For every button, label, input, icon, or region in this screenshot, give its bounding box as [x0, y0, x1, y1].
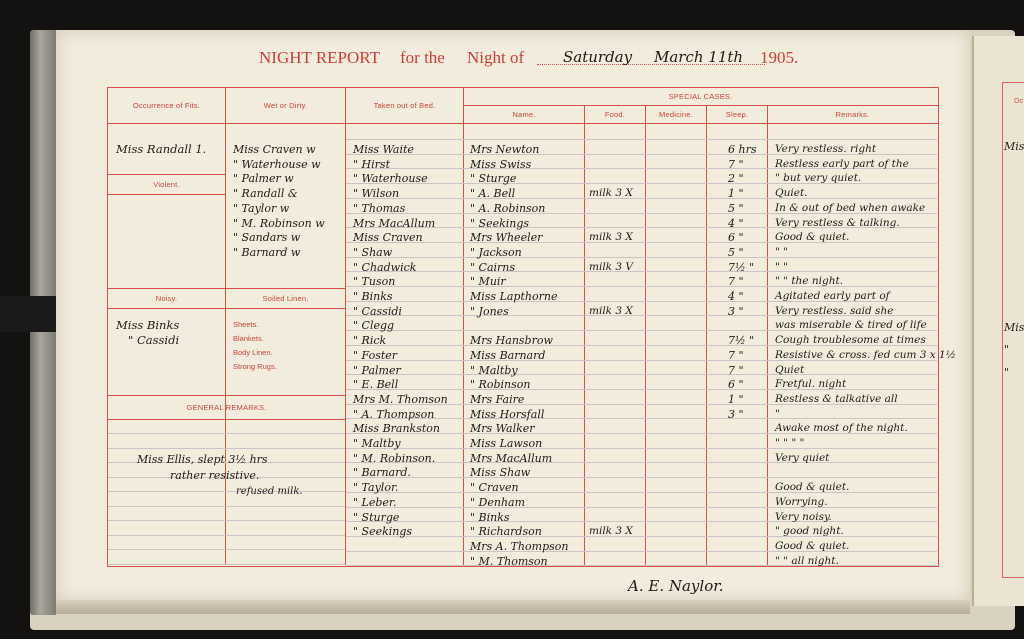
- noisy-entry: " Cassidi: [128, 333, 180, 347]
- remark-entry: Quiet.: [775, 187, 808, 200]
- taken-entry: " Rick: [353, 334, 387, 348]
- title-night-report: NIGHT REPORT: [259, 48, 380, 67]
- sleep-entry: 2 ": [728, 172, 744, 186]
- remark-entry: Very restless. said she: [775, 304, 894, 317]
- book-strap: [0, 296, 62, 332]
- special-name: " Robinson: [470, 378, 531, 392]
- special-name: Mrs Wheeler: [470, 231, 543, 245]
- wet-entry: " Barnard w: [233, 245, 301, 259]
- remark-entry: " good night.: [775, 525, 844, 538]
- header-violent: Violent.: [153, 180, 180, 189]
- taken-entry: Miss Craven: [353, 231, 423, 245]
- sleep-entry: 6 ": [728, 378, 744, 392]
- soiled-body-linen: Body Linen.: [233, 348, 273, 357]
- right-page-text: Mis: [1004, 321, 1024, 334]
- sleep-entry: 4 ": [728, 216, 744, 230]
- taken-entry: Miss Waite: [353, 143, 414, 156]
- food-entry: milk 3 X: [589, 231, 633, 244]
- taken-entry: " Taylor.: [353, 481, 399, 495]
- remark-entry: " " the night.: [775, 275, 844, 288]
- taken-entry: " A. Thompson: [353, 407, 435, 421]
- sleep-entry: 7 ": [728, 157, 744, 171]
- special-name: " Maltby: [470, 363, 518, 377]
- taken-entry: " Chadwick: [353, 260, 417, 274]
- special-name: " Jones: [470, 304, 509, 318]
- special-name: " Craven: [470, 481, 519, 495]
- taken-entry: " Hirst: [353, 157, 390, 171]
- food-entry: milk 3 V: [589, 260, 633, 273]
- special-name: Miss Barnard: [470, 348, 546, 362]
- special-name: " Jackson: [470, 245, 522, 259]
- soiled-blankets: Blankets.: [233, 334, 264, 343]
- noisy-entry: Miss Binks: [116, 318, 180, 332]
- sleep-entry: 7½ ": [728, 260, 755, 274]
- header-name: Name.: [512, 110, 536, 119]
- sleep-entry: 5 ": [728, 245, 744, 259]
- remark-entry: Cough troublesome at times: [775, 334, 926, 347]
- special-name: " Denham: [470, 495, 526, 509]
- food-entry: milk 3 X: [589, 304, 633, 317]
- fits-entry: Miss Randall 1.: [116, 142, 207, 156]
- wet-entry: " Sandars w: [233, 231, 301, 245]
- taken-entry: " Cassidi: [353, 304, 402, 318]
- special-name: " A. Bell: [470, 187, 516, 201]
- remark-entry: Good & quiet.: [775, 481, 850, 494]
- taken-entry: " Seekings: [353, 525, 413, 539]
- special-name: " M. Thomson: [470, 554, 548, 568]
- header-special: SPECIAL CASES.: [668, 92, 733, 101]
- sleep-entry: 4 ": [728, 290, 744, 303]
- wet-entry: " Taylor w: [233, 201, 290, 215]
- taken-entry: " Maltby: [353, 437, 401, 450]
- special-name: Mrs Walker: [470, 422, 535, 436]
- special-name: " A. Robinson: [470, 201, 546, 215]
- right-page-header: Oc: [1014, 98, 1023, 105]
- remark-entry: Agitated early part of: [775, 290, 890, 302]
- special-name: Miss Swiss: [470, 157, 532, 171]
- wet-entry: " M. Robinson w: [233, 216, 325, 230]
- taken-entry: " Barnard.: [353, 466, 411, 480]
- remark-entry: Good & quiet.: [775, 231, 850, 244]
- remark-entry: Restless & talkative all: [775, 392, 898, 405]
- special-name: Miss Shaw: [470, 466, 531, 480]
- taken-entry: " E. Bell: [353, 378, 399, 392]
- sleep-entry: 5 ": [728, 201, 744, 215]
- sleep-entry: 7 ": [728, 275, 744, 289]
- remark-entry: Worrying.: [775, 495, 828, 508]
- sleep-entry: 7 ": [728, 348, 744, 362]
- header-sleep: Sleep.: [725, 110, 749, 119]
- wet-entry: " Waterhouse w: [233, 157, 321, 171]
- special-name: Miss Lapthorne: [470, 290, 558, 303]
- header-wet: Wet or Dirty.: [263, 101, 308, 110]
- right-page-text: ": [1004, 343, 1010, 356]
- header-soiled: Soiled Linen.: [262, 294, 309, 303]
- special-name: Mrs A. Thompson: [470, 539, 569, 553]
- remark-entry: Resistive & cross. fed cum 3 x 1½: [775, 348, 956, 361]
- taken-entry: " Palmer: [353, 363, 401, 377]
- header-remarks: Remarks.: [835, 110, 870, 119]
- taken-entry: " Leber.: [353, 495, 397, 509]
- general-remark: rather resistive.: [170, 469, 260, 482]
- special-name: Miss Horsfall: [470, 407, 545, 421]
- title-date: March 11th: [654, 48, 744, 66]
- remark-entry: Very restless & talking.: [775, 216, 900, 229]
- remark-entry: " ": [775, 260, 788, 273]
- title-day: Saturday: [563, 48, 633, 66]
- right-page-text: ": [1004, 366, 1010, 379]
- remark-entry: " ": [775, 245, 788, 258]
- page-edges: [56, 600, 970, 614]
- title-year: 1905.: [760, 48, 799, 67]
- soiled-sheets: Sheets.: [233, 320, 259, 329]
- remark-entry: " " all night.: [775, 554, 839, 567]
- title-for-the: for the: [400, 48, 445, 67]
- remark-entry: Good & quiet.: [775, 539, 850, 552]
- taken-entry: " Foster: [353, 348, 398, 362]
- special-name: " Cairns: [470, 260, 516, 274]
- sleep-entry: 3 ": [728, 304, 744, 318]
- special-name: " Sturge: [470, 172, 517, 186]
- taken-entry: Mrs MacAllum: [353, 216, 436, 230]
- soiled-strong-rugs: Strong Rugs.: [233, 362, 277, 371]
- taken-entry: " Clegg: [353, 319, 395, 333]
- sleep-entry: 6 ": [728, 231, 744, 245]
- taken-entry: Miss Brankston: [353, 422, 440, 436]
- report-title: [250, 48, 850, 72]
- special-name: " Seekings: [470, 216, 530, 230]
- taken-entry: " Shaw: [353, 245, 393, 259]
- header-taken: Taken out of Bed.: [373, 101, 436, 110]
- sleep-entry: 6 hrs: [728, 143, 757, 156]
- header-general: GENERAL REMARKS.: [186, 403, 267, 412]
- remark-entry: " " " ": [775, 437, 805, 449]
- remark-entry: Very restless. right: [775, 143, 877, 155]
- remark-entry: Quiet: [775, 363, 805, 376]
- special-name: " Richardson: [470, 525, 542, 539]
- header-food: Food.: [604, 110, 626, 119]
- taken-entry: " Thomas: [353, 201, 406, 215]
- title-night-of: Night of: [467, 48, 525, 67]
- remark-entry: In & out of bed when awake: [775, 201, 926, 214]
- taken-entry: " Tuson: [353, 275, 396, 289]
- special-name: Miss Lawson: [470, 437, 543, 450]
- remark-entry: was miserable & tired of life: [775, 319, 927, 332]
- wet-entry: " Palmer w: [233, 172, 294, 186]
- wet-entry: " Randall &: [233, 187, 298, 201]
- header-fits: Occurrence of Fits.: [132, 101, 201, 110]
- special-name: " Muir: [470, 275, 506, 289]
- sleep-entry: 7 ": [728, 363, 744, 377]
- remark-entry: Restless early part of the: [775, 157, 909, 170]
- header-noisy: Noisy.: [155, 294, 178, 303]
- remark-entry: ": [775, 407, 780, 420]
- sleep-entry: 7½ ": [728, 334, 755, 348]
- remark-entry: Fretful. night: [775, 378, 847, 391]
- wet-entry: Miss Craven w: [233, 143, 316, 156]
- sleep-entry: 3 ": [728, 407, 744, 421]
- taken-entry: " Wilson: [353, 187, 400, 201]
- header-medicine: Medicine.: [659, 110, 693, 119]
- general-remark: Miss Ellis, slept 3½ hrs: [137, 453, 268, 466]
- food-entry: milk 3 X: [589, 187, 633, 200]
- taken-entry: " Sturge: [353, 510, 400, 524]
- special-name: Mrs Newton: [470, 143, 540, 156]
- remark-entry: Awake most of the night.: [775, 422, 908, 435]
- taken-entry: " M. Robinson.: [353, 451, 436, 465]
- right-page-text: Mis: [1004, 140, 1024, 153]
- taken-entry: " Waterhouse: [353, 172, 428, 186]
- special-name: Mrs MacAllum: [470, 451, 553, 465]
- food-entry: milk 3 X: [589, 525, 633, 538]
- special-name: Mrs Faire: [470, 392, 525, 406]
- general-remark: refused milk.: [236, 486, 303, 497]
- special-name: " Binks: [470, 510, 510, 524]
- signature: A. E. Naylor.: [628, 577, 724, 595]
- taken-entry: " Binks: [353, 290, 393, 303]
- taken-entry: Mrs M. Thomson: [353, 392, 448, 406]
- sleep-entry: 1 ": [728, 392, 744, 406]
- special-name: Mrs Hansbrow: [470, 334, 553, 348]
- sleep-entry: 1 ": [728, 187, 744, 201]
- remark-entry: " but very quiet.: [775, 172, 862, 185]
- remark-entry: Very quiet: [775, 451, 830, 464]
- remark-entry: Very noisy.: [775, 510, 832, 523]
